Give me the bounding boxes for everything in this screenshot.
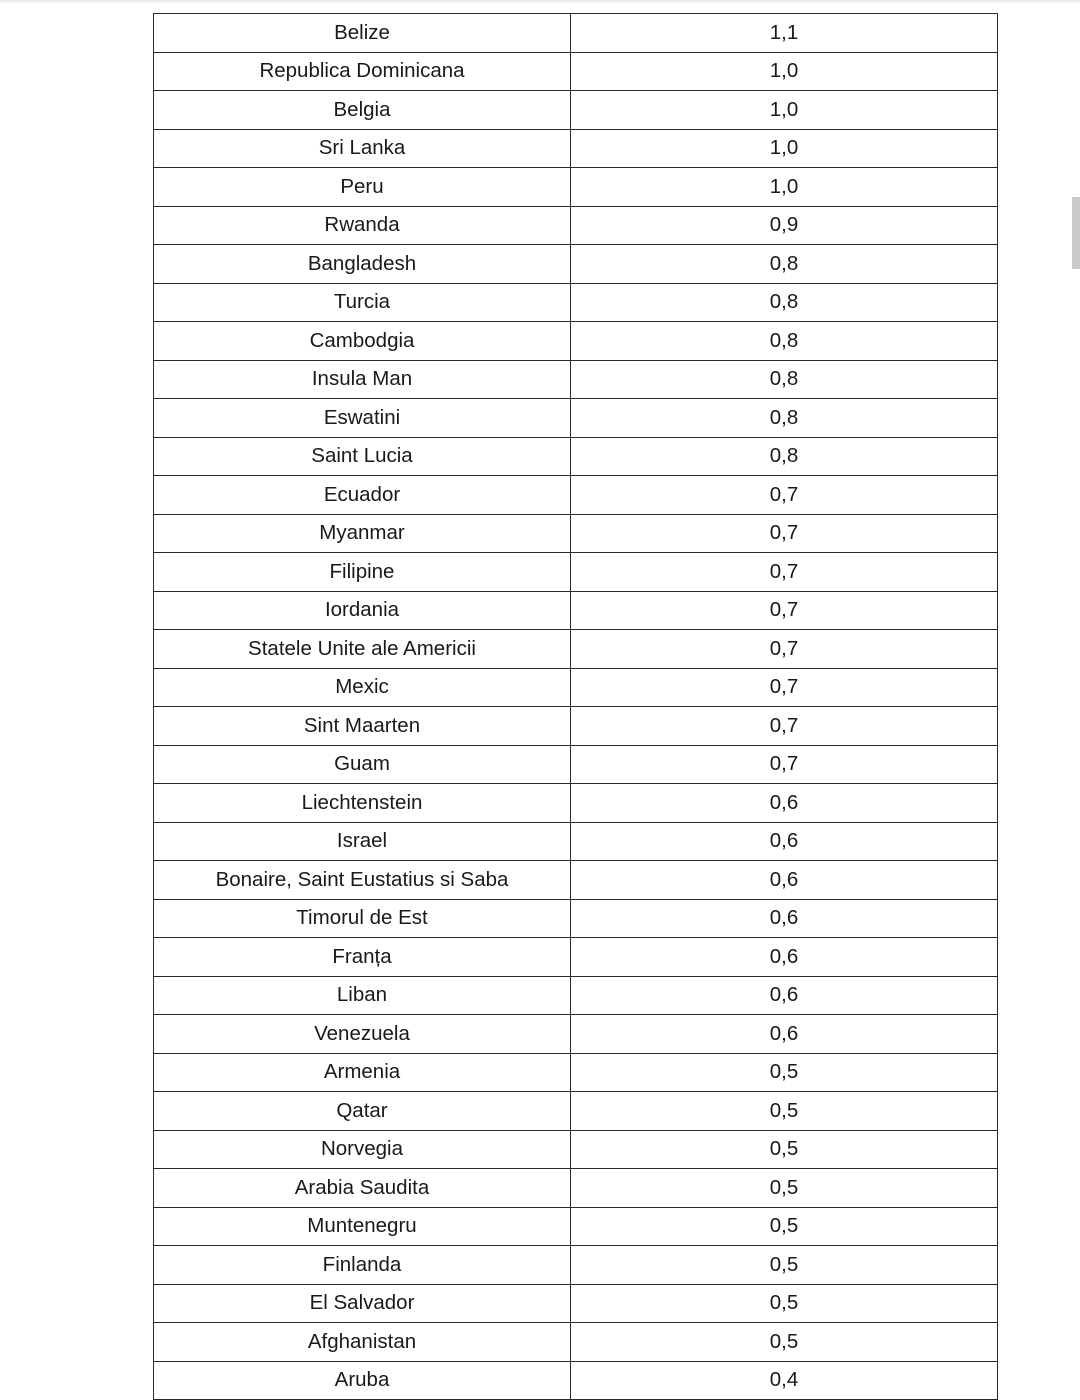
country-cell: Peru <box>154 168 571 207</box>
country-cell: Myanmar <box>154 514 571 553</box>
table-row <box>154 707 998 746</box>
table-row <box>154 206 998 245</box>
country-cell: Guam <box>154 745 571 784</box>
country-cell: Mexic <box>154 668 571 707</box>
value-cell: 0,7 <box>571 630 998 669</box>
value-cell: 1,0 <box>571 52 998 91</box>
table-row <box>154 899 998 938</box>
value-cell: 0,6 <box>571 784 998 823</box>
country-cell: Finlanda <box>154 1246 571 1285</box>
country-cell: Liban <box>154 976 571 1015</box>
value-cell: 0,5 <box>571 1323 998 1362</box>
table-row <box>154 399 998 438</box>
table-row <box>154 129 998 168</box>
table-row <box>154 91 998 130</box>
value-cell: 0,8 <box>571 437 998 476</box>
country-cell: Norvegia <box>154 1130 571 1169</box>
value-cell: 0,7 <box>571 707 998 746</box>
country-cell: Venezuela <box>154 1015 571 1054</box>
table-row <box>154 938 998 977</box>
value-cell: 0,5 <box>571 1092 998 1131</box>
table-row <box>154 591 998 630</box>
table-row <box>154 360 998 399</box>
country-cell: Bonaire, Saint Eustatius si Saba <box>154 861 571 900</box>
country-cell: Aruba <box>154 1361 571 1400</box>
value-cell: 1,0 <box>571 129 998 168</box>
table-row <box>154 283 998 322</box>
country-cell: Timorul de Est <box>154 899 571 938</box>
country-cell: Muntenegru <box>154 1207 571 1246</box>
value-cell: 0,6 <box>571 899 998 938</box>
table-row <box>154 1053 998 1092</box>
country-cell: Belize <box>154 14 571 53</box>
table-row <box>154 14 998 53</box>
country-cell: Afghanistan <box>154 1323 571 1362</box>
value-cell: 0,8 <box>571 245 998 284</box>
table-row <box>154 168 998 207</box>
table-row <box>154 822 998 861</box>
country-cell: Saint Lucia <box>154 437 571 476</box>
value-cell: 0,8 <box>571 283 998 322</box>
table-row <box>154 476 998 515</box>
value-cell: 0,8 <box>571 360 998 399</box>
table-row <box>154 1015 998 1054</box>
value-cell: 0,9 <box>571 206 998 245</box>
table-row <box>154 437 998 476</box>
country-cell: Arabia Saudita <box>154 1169 571 1208</box>
value-cell: 0,5 <box>571 1284 998 1323</box>
scrollbar-thumb[interactable] <box>1072 197 1080 269</box>
value-cell: 0,6 <box>571 1015 998 1054</box>
table-row <box>154 1207 998 1246</box>
country-cell: Sri Lanka <box>154 129 571 168</box>
table-row <box>154 322 998 361</box>
value-cell: 0,6 <box>571 976 998 1015</box>
value-cell: 0,5 <box>571 1053 998 1092</box>
table-row <box>154 1169 998 1208</box>
country-cell: Filipine <box>154 553 571 592</box>
table-row <box>154 1246 998 1285</box>
value-cell: 0,5 <box>571 1246 998 1285</box>
table-row <box>154 668 998 707</box>
value-cell: 0,5 <box>571 1130 998 1169</box>
country-cell: Rwanda <box>154 206 571 245</box>
top-shadow <box>0 0 1080 4</box>
table-row <box>154 52 998 91</box>
value-cell: 0,7 <box>571 745 998 784</box>
country-cell: Franța <box>154 938 571 977</box>
value-cell: 1,0 <box>571 91 998 130</box>
table-row <box>154 1361 998 1400</box>
value-cell: 0,7 <box>571 553 998 592</box>
country-cell: Statele Unite ale Americii <box>154 630 571 669</box>
value-cell: 0,6 <box>571 861 998 900</box>
country-cell: Ecuador <box>154 476 571 515</box>
value-cell: 0,7 <box>571 514 998 553</box>
value-cell: 1,0 <box>571 168 998 207</box>
table-row <box>154 1130 998 1169</box>
value-cell: 1,1 <box>571 14 998 53</box>
value-cell: 0,5 <box>571 1169 998 1208</box>
value-cell: 0,4 <box>571 1361 998 1400</box>
table-row <box>154 245 998 284</box>
country-cell: Qatar <box>154 1092 571 1131</box>
table-row <box>154 1323 998 1362</box>
value-cell: 0,6 <box>571 822 998 861</box>
table-row <box>154 1092 998 1131</box>
table-row <box>154 861 998 900</box>
value-cell: 0,8 <box>571 399 998 438</box>
country-cell: Israel <box>154 822 571 861</box>
country-cell: Republica Dominicana <box>154 52 571 91</box>
value-cell: 0,5 <box>571 1207 998 1246</box>
table-row <box>154 553 998 592</box>
table-row <box>154 976 998 1015</box>
country-cell: Belgia <box>154 91 571 130</box>
country-cell: Sint Maarten <box>154 707 571 746</box>
country-value-table <box>153 13 998 1400</box>
value-cell: 0,7 <box>571 668 998 707</box>
table-row <box>154 745 998 784</box>
value-cell: 0,6 <box>571 938 998 977</box>
country-cell: Turcia <box>154 283 571 322</box>
table-row <box>154 514 998 553</box>
country-cell: Eswatini <box>154 399 571 438</box>
country-cell: Armenia <box>154 1053 571 1092</box>
country-cell: Bangladesh <box>154 245 571 284</box>
table-row <box>154 784 998 823</box>
country-cell: Iordania <box>154 591 571 630</box>
value-cell: 0,8 <box>571 322 998 361</box>
country-cell: Liechtenstein <box>154 784 571 823</box>
table-row <box>154 1284 998 1323</box>
table-body <box>154 14 998 1400</box>
country-cell: El Salvador <box>154 1284 571 1323</box>
value-cell: 0,7 <box>571 591 998 630</box>
country-cell: Cambodgia <box>154 322 571 361</box>
value-cell: 0,7 <box>571 476 998 515</box>
table-row <box>154 630 998 669</box>
country-cell: Insula Man <box>154 360 571 399</box>
